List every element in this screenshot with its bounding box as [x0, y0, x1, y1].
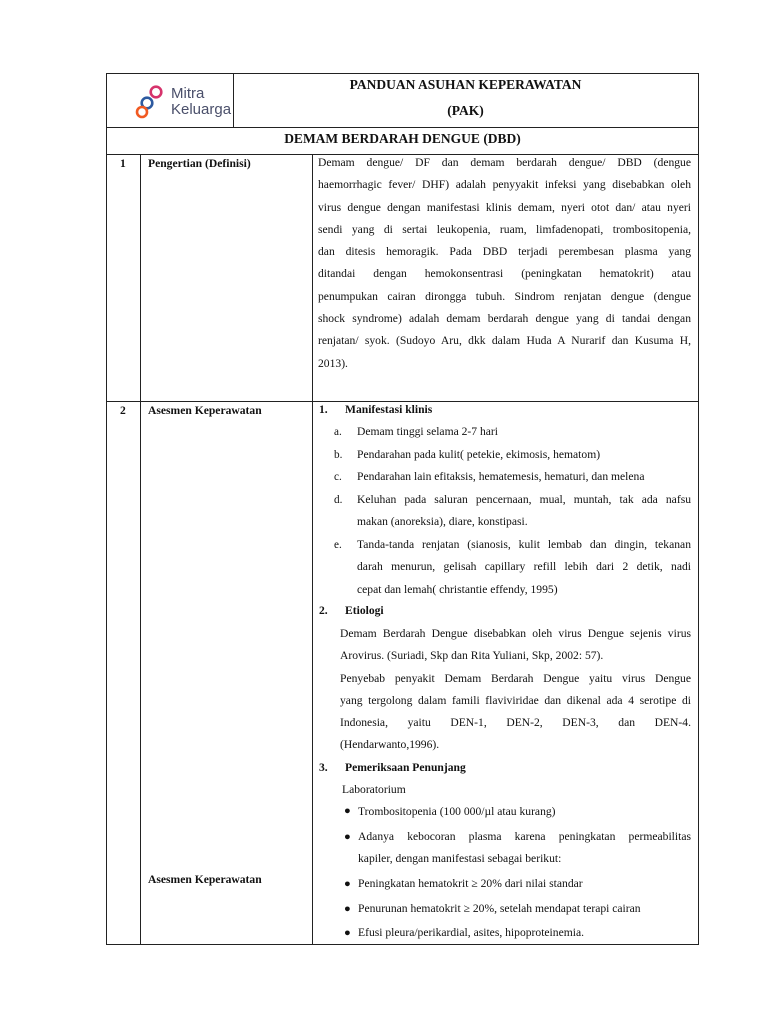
text-line: Tanda-tanda renjatan (sianosis, kulit lembab dan dingin, tekanan — [357, 538, 691, 551]
row-number: 1 — [120, 157, 126, 170]
section-number: 1. — [319, 403, 328, 416]
text-line: dan ditesis hemoragik. Pada DBD terjadi perembesan plasma yang — [318, 245, 691, 259]
table-rule — [312, 154, 313, 944]
row-label-repeat: Asesmen Keperawatan — [148, 873, 262, 886]
logo-mark-icon — [134, 83, 168, 119]
bullet-item — [358, 801, 691, 823]
table-rule — [140, 154, 141, 944]
list-marker: c. — [334, 471, 342, 483]
brand-logo — [132, 82, 232, 122]
text-line: virus dengue dengan manifestasi klinis demam, nyeri otot dan/ atau nyeri — [318, 200, 691, 214]
list-marker: b. — [334, 449, 343, 461]
text-line: ditandai dengan hemokonsentrasi (peningkatan hematokrit) atau — [318, 267, 691, 281]
section-title: Etiologi — [345, 604, 384, 617]
list-marker: e. — [334, 539, 342, 551]
text-line: Peningkatan hematokrit ≥ 20% dari nilai standar — [358, 877, 583, 890]
document-title-code: (PAK) — [447, 103, 484, 118]
text-line: Arovirus. (Suriadi, Skp dan Rita Yuliani, Skp, 2002: 57). — [340, 649, 604, 663]
text-line: Pendarahan lain efitaksis, hematemesis, hematuri, dan melena — [357, 470, 645, 483]
text-line: (Hendarwanto,1996). — [340, 738, 440, 752]
bullet-icon: ● — [344, 927, 351, 939]
bullet-icon: ● — [344, 831, 351, 843]
text-line: Efusi pleura/perikardial, asites, hipoproteinemia. — [358, 926, 585, 939]
bullet-item — [358, 898, 691, 920]
bullet-icon: ● — [344, 878, 351, 890]
text-line: sendi yang di sertai leukopenia, ruam, limfadenopati, trombositopenia, — [318, 222, 691, 236]
text-line: penumpukan cairan dirongga tubuh. Sindrom renjatan dengue (dengue — [318, 289, 691, 303]
list-item — [357, 534, 691, 601]
section-title: Manifestasi klinis — [345, 403, 433, 416]
brand-name-line2: Keluarga — [171, 101, 232, 118]
text-line: Adanya kebocoran plasma karena peningkatan permeabilitas — [358, 830, 691, 843]
text-line: shock syndrome) adalah demam berdarah dengue yang di tandai dengan — [318, 312, 691, 326]
text-line: Trombositopenia (100 000/µl atau kurang) — [358, 805, 556, 818]
section-heading — [319, 761, 466, 774]
list-item — [357, 444, 691, 466]
document-table — [106, 73, 699, 945]
text-line: Keluhan pada saluran pencernaan, mual, muntah, tak ada nafsu — [357, 493, 691, 506]
list-item — [357, 466, 691, 488]
text-line: Pendarahan pada kulit( petekie, ekimosis, hematom) — [357, 448, 601, 461]
text-line: cepat dan lemah( christantie effendy, 1995) — [357, 582, 558, 596]
bullet-item — [358, 922, 691, 944]
row-number: 2 — [120, 404, 126, 417]
table-rule — [107, 127, 698, 128]
text-line: Demam tinggi selama 2-7 hari — [357, 425, 499, 438]
text-line: haemorrhagic fever/ DHF) adalah penyyakit infeksi yang disebabkan oleh — [318, 178, 691, 192]
document-title: PANDUAN ASUHAN KEPERAWATAN — [349, 77, 582, 92]
row-label: Pengertian (Definisi) — [148, 157, 251, 170]
list-marker: d. — [334, 494, 343, 506]
list-item — [357, 421, 691, 443]
text-line: kapiler, dengan manifestasi sebagai berikut: — [358, 852, 562, 866]
section-number: 3. — [319, 761, 328, 774]
text-line: Indonesia, yaitu DEN-1, DEN-2, DEN-3, dan DEN-4. — [340, 716, 691, 730]
definition-text — [318, 152, 691, 375]
text-line: Penyebab penyakit Demam Berdarah Dengue yaitu virus Dengue — [340, 671, 691, 685]
text-line: Demam Berdarah Dengue disebabkan oleh virus Dengue sejenis virus — [340, 627, 691, 640]
text-line: yang tergolong dalam famili flaviviridae dan dikenal ada 4 serotipe di — [340, 693, 691, 707]
section-heading — [319, 403, 432, 416]
list-marker: a. — [334, 426, 342, 438]
section-title: Pemeriksaan Penunjang — [345, 761, 466, 774]
section-number: 2. — [319, 604, 328, 617]
bullet-item — [358, 873, 691, 895]
lab-intro: Laboratorium — [342, 783, 406, 796]
section-heading — [319, 604, 384, 617]
document-subtitle: DEMAM BERDARAH DENGUE (DBD) — [284, 131, 521, 146]
list-item — [357, 489, 691, 534]
bullet-icon: ● — [344, 805, 351, 817]
text-line: makan (anoreksia), diare, konstipasi. — [357, 515, 528, 529]
bullet-icon: ● — [344, 903, 351, 915]
etiology-text — [340, 623, 691, 757]
brand-name-line1: Mitra — [171, 85, 205, 102]
bullet-item — [358, 826, 691, 871]
text-line: darah menurun, gelisah capillary refill lebih dari 2 detik, nadi — [357, 560, 691, 574]
text-line: Penurunan hematokrit ≥ 20%, setelah mendapat terapi cairan — [358, 902, 641, 915]
text-line: 2013). — [318, 356, 348, 370]
row-label: Asesmen Keperawatan — [148, 404, 262, 417]
text-line: renjatan/ syok. (Sudoyo Aru, dkk dalam Huda A Nurarif dan Kusuma H, — [318, 334, 691, 348]
text-line: Demam dengue/ DF dan demam berdarah dengue/ DBD (dengue — [318, 156, 691, 169]
table-rule — [107, 401, 698, 402]
